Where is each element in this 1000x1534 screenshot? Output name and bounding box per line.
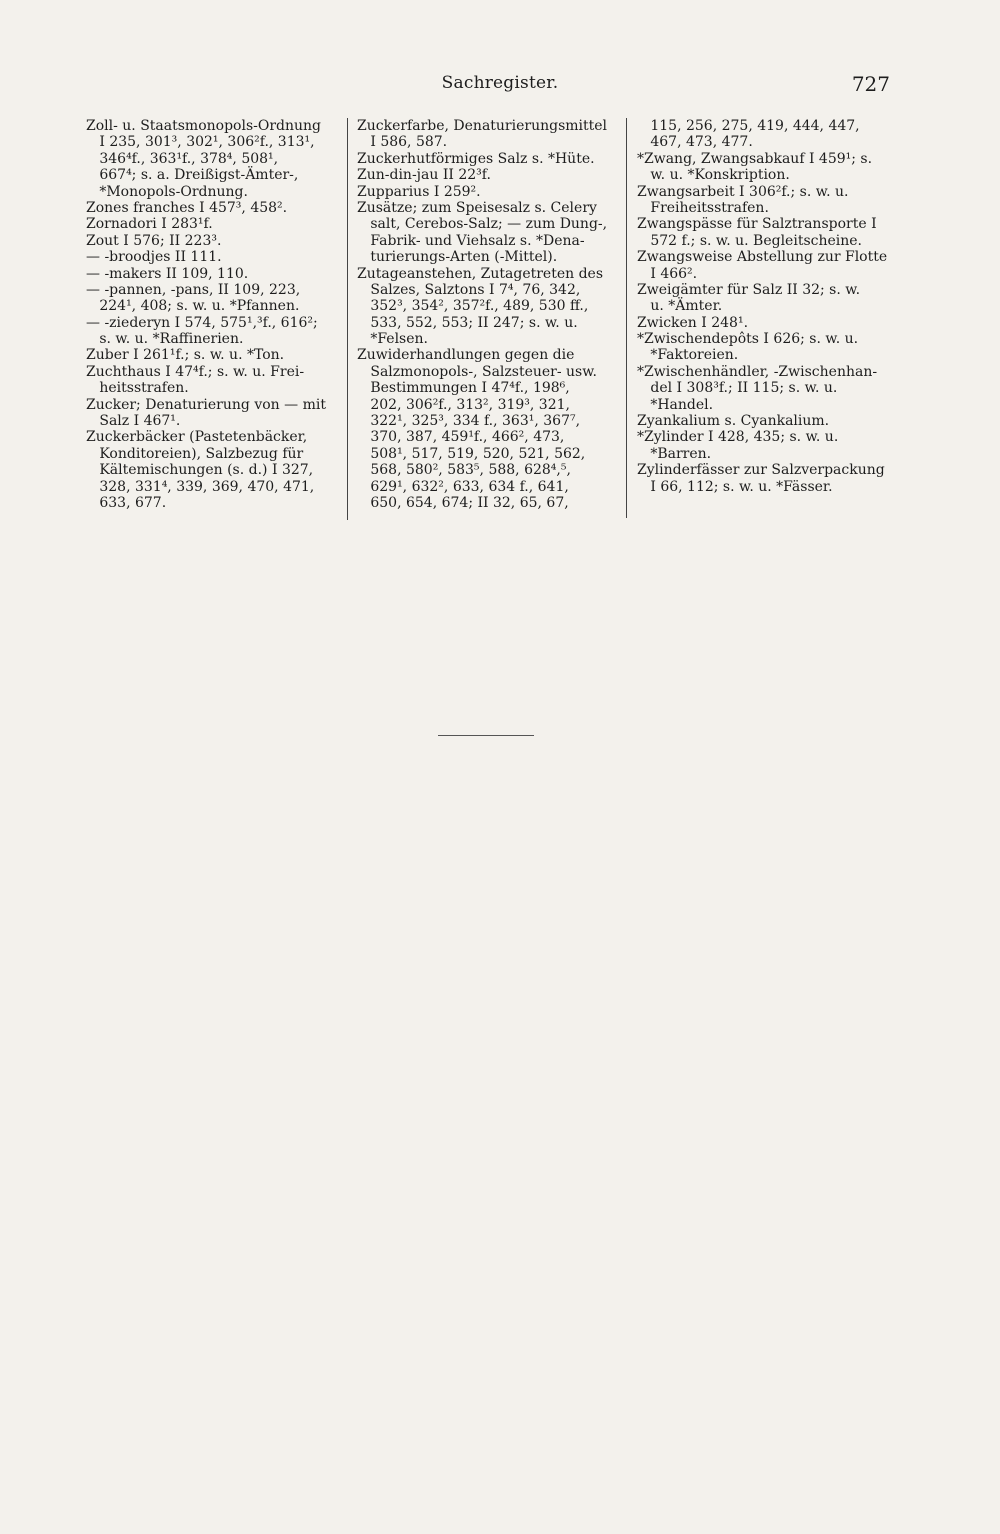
index-column-3: [637, 118, 897, 495]
index-entry-line: Zwangsarbeit I 306²f.; s. w. u.: [637, 183, 849, 200]
index-entry-line: Zornadori I 283¹f.: [86, 216, 213, 233]
index-entry-line: heitsstrafen.: [86, 380, 189, 397]
index-entry-line: Zyankalium s. Cyankalium.: [637, 413, 830, 430]
index-entry-line: salt, Cerebos-Salz; — zum Dung-,: [357, 216, 608, 233]
index-entry-line: Bestimmungen I 47⁴f., 198⁶,: [357, 380, 570, 397]
index-entry-line: u. *Ämter.: [637, 298, 723, 315]
page-number: 727: [851, 72, 890, 96]
index-entry-line: Zuber I 261¹f.; s. w. u. *Ton.: [86, 347, 285, 364]
index-entry-line: Kältemischungen (s. d.) I 327,: [86, 462, 314, 479]
index-entry-line: — -broodjes II 111.: [86, 249, 222, 266]
index-entry-line: Zwangspässe für Salztransporte I: [637, 216, 877, 233]
index-entry-line: 322¹, 325³, 334 f., 363¹, 367⁷,: [357, 413, 581, 430]
index-entry-line: 467, 473, 477.: [637, 134, 753, 151]
index-entry-line: Zuckerfarbe, Denaturierungsmittel: [357, 118, 608, 134]
index-entry-line: Fabrik- und Viehsalz s. *Dena-: [357, 232, 585, 249]
index-entry-line: Zoll- u. Staatsmonopols-Ordnung: [86, 118, 322, 134]
index-entry-line: Zucker; Denaturierung von — mit: [86, 396, 326, 413]
index-entry-line: *Zwischenhändler, -Zwischenhan-: [637, 363, 878, 380]
running-header-title: Sachregister.: [441, 73, 559, 93]
index-entry-line: Zupparius I 259².: [357, 183, 481, 200]
index-entry-line: 328, 331⁴, 339, 369, 470, 471,: [86, 478, 315, 495]
index-entry-line: *Zwang, Zwangsabkauf I 459¹; s.: [637, 150, 873, 167]
index-entry-line: 202, 306²f., 313², 319³, 321,: [357, 396, 570, 413]
column-rule-left: [347, 118, 348, 520]
index-entry-line: 346⁴f., 363¹f., 378⁴, 508¹,: [86, 150, 279, 167]
index-entry-line: 533, 552, 553; II 247; s. w. u.: [357, 314, 578, 331]
index-entry-line: turierungs-Arten (-Mittel).: [357, 249, 558, 266]
index-entry-line: Salzmonopols-, Salzsteuer- usw.: [357, 363, 598, 380]
index-column-2: [357, 118, 619, 511]
index-entry-line: Zwangsweise Abstellung zur Flotte: [637, 249, 888, 266]
index-entry-line: 115, 256, 275, 419, 444, 447,: [637, 118, 860, 134]
index-entry-line: I 586, 587.: [357, 134, 448, 151]
index-entry-line: I 235, 301³, 302¹, 306²f., 313¹,: [86, 134, 315, 151]
index-entry-line: *Zwischendepôts I 626; s. w. u.: [637, 331, 859, 348]
index-entry-line: 370, 387, 459¹f., 466², 473,: [357, 429, 565, 446]
index-entry-line: 508¹, 517, 519, 520, 521, 562,: [357, 445, 586, 462]
column-rule-right: [626, 118, 627, 518]
index-entry-line: Zout I 576; II 223³.: [86, 232, 222, 249]
index-entry-line: *Felsen.: [357, 331, 428, 348]
index-entry-line: Zuchthaus I 47⁴f.; s. w. u. Frei-: [86, 363, 305, 380]
section-divider-line: [438, 735, 534, 736]
index-column-1: [86, 118, 341, 511]
index-entry-line: 568, 580², 583⁵, 588, 628⁴,⁵,: [357, 462, 571, 479]
index-entry-line: I 66, 112; s. w. u. *Fässer.: [637, 478, 833, 495]
index-entry-line: Zusätze; zum Speisesalz s. Celery: [357, 199, 597, 216]
index-entry-line: 650, 654, 674; II 32, 65, 67,: [357, 494, 569, 511]
index-entry-line: s. w. u. *Raffinerien.: [86, 331, 244, 348]
index-entry-line: Salzes, Salztons I 7⁴, 76, 342,: [357, 281, 581, 298]
index-entry-line: Zylinderfässer zur Salzverpackung: [637, 462, 885, 479]
index-entry-line: w. u. *Konskription.: [637, 167, 790, 184]
index-entry-line: *Barren.: [637, 445, 712, 462]
index-entry-line: I 466².: [637, 265, 698, 282]
index-entry-line: — -pannen, -pans, II 109, 223,: [86, 281, 301, 298]
index-entry-line: *Handel.: [637, 396, 714, 413]
index-entry-line: Zun-din-jau II 22³f.: [357, 167, 491, 184]
index-entry-line: — -makers II 109, 110.: [86, 265, 249, 282]
index-entry-line: Konditoreien), Salzbezug für: [86, 445, 304, 462]
index-entry-line: 224¹, 408; s. w. u. *Pfannen.: [86, 298, 300, 315]
index-entry-line: Freiheitsstrafen.: [637, 199, 769, 216]
index-entry-line: Zones franches I 457³, 458².: [86, 199, 288, 216]
index-entry-line: 629¹, 632², 633, 634 f., 641,: [357, 478, 569, 495]
index-entry-line: 352³, 354², 357²f., 489, 530 ff.,: [357, 298, 589, 315]
index-entry-line: del I 308³f.; II 115; s. w. u.: [637, 380, 838, 397]
index-entry-line: 667⁴; s. a. Dreißigst-Ämter-,: [86, 167, 299, 184]
index-entry-line: *Faktoreien.: [637, 347, 739, 364]
index-entry-line: Salz I 467¹.: [86, 413, 181, 430]
index-entry-line: Zwicken I 248¹.: [637, 314, 749, 331]
index-entry-line: Zutageanstehen, Zutagetreten des: [357, 265, 604, 282]
index-entry-line: 633, 677.: [86, 494, 167, 511]
index-entry-line: Zuckerhutförmiges Salz s. *Hüte.: [357, 150, 595, 167]
index-entry-line: 572 f.; s. w. u. Begleitscheine.: [637, 232, 863, 249]
index-entry-line: *Zylinder I 428, 435; s. w. u.: [637, 429, 839, 446]
index-entry-line: Zweigämter für Salz II 32; s. w.: [637, 281, 861, 298]
index-entry-line: Zuckerbäcker (Pastetenbäcker,: [86, 429, 308, 446]
index-entry-line: — -ziederyn I 574, 575¹,³f., 616²;: [86, 314, 318, 331]
index-entry-line: *Monopols-Ordnung.: [86, 183, 248, 200]
index-entry-line: Zuwiderhandlungen gegen die: [357, 347, 575, 364]
